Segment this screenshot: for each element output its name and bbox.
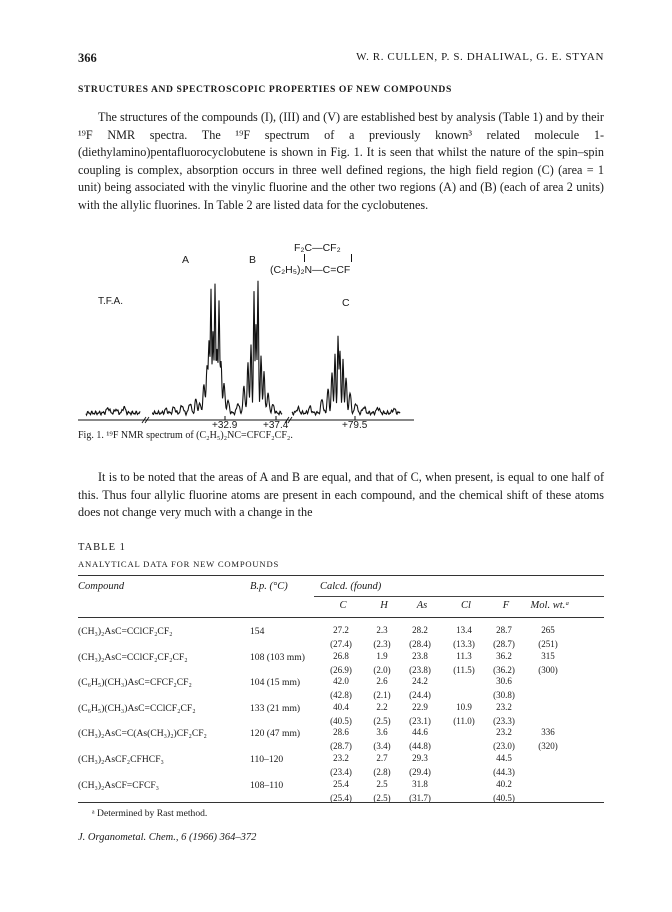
- table-cell-compound: (CH₃)₂AsC=CClCF₂CF₂: [78, 626, 173, 637]
- table-cell-value: 31.8 (31.7): [409, 778, 431, 803]
- table-header-bp: B.p. (°C): [250, 581, 288, 592]
- table-col-header: Mol. wt.ᵃ: [530, 600, 570, 611]
- table-cell-value: 315 (300): [538, 650, 558, 675]
- table-cell-value: 28.2 (28.4): [409, 625, 431, 649]
- table-cell-value: 2.6 (2.1): [373, 676, 391, 701]
- tick-label-32-9: +32.9: [212, 420, 238, 431]
- table-cell-value: 1.9 (2.0): [373, 650, 391, 675]
- table-header-rule: [78, 617, 604, 618]
- table-cell-value: 336 (320): [538, 727, 558, 752]
- table-cell-value: 40.4 (40.5): [330, 701, 352, 726]
- table-subheader-rule: [314, 596, 604, 597]
- table-cell-value: 28.6 (28.7): [330, 727, 352, 752]
- peak-label-C: C: [342, 297, 350, 309]
- table-cell-value: 44.5 (44.3): [493, 753, 515, 777]
- journal-citation: [78, 832, 256, 843]
- table-cell-value: 10.9 (11.0): [453, 701, 475, 726]
- structure-ring-top: F₂C—CF₂: [294, 242, 341, 254]
- table-cell-bp: 108–110: [250, 779, 284, 791]
- table-cell-value: 2.3 (2.3): [373, 625, 391, 649]
- table-col-header: As: [416, 600, 428, 611]
- body-paragraph-2: It is to be noted that the areas of A and B are equal, and that of C, when present, is equal to one half of this. Thus four allylic fluorine atoms are present in each compound, and the chemical shift of these atoms does not change very much with a change in the: [78, 470, 604, 520]
- peak-label-A: A: [182, 254, 190, 266]
- ring-bonds: [304, 254, 352, 262]
- table-cell-value: 11.3 (11.5): [453, 650, 475, 675]
- table-bottom-rule: [78, 802, 604, 803]
- table-cell-bp: 120 (47 mm): [250, 728, 301, 740]
- table-cell-value: 13.4 (13.3): [453, 625, 475, 649]
- table-cell-value: 23.2 (23.0): [493, 727, 515, 752]
- table-cell-compound: (CH₃)₂AsCF=CFCF₃: [78, 779, 160, 791]
- table-cell-compound: (CH₃)₂AsCF₂CFHCF₃: [78, 754, 164, 765]
- structure-ring-bottom: (C₂H₅)₂N—C=CF: [270, 264, 351, 276]
- table-cell-value: 265 (251): [538, 625, 558, 649]
- table-col-header: H: [380, 600, 388, 611]
- table-cell-value: 27.2 (27.4): [330, 625, 352, 649]
- table-cell-bp: 108 (103 mm): [250, 651, 305, 663]
- table-cell-value: 29.3 (29.4): [409, 753, 431, 777]
- table-cell-bp: 154: [250, 626, 265, 637]
- tick-label-37-4: +37.4: [263, 420, 289, 431]
- table-footnote: ᵃ Determined by Rast method.: [92, 808, 208, 819]
- table-col-header: F: [502, 600, 510, 611]
- table-cell-value: 23.2 (23.3): [493, 701, 515, 726]
- figure-1: [78, 242, 548, 431]
- table-cell-value: 2.2 (2.5): [373, 701, 391, 726]
- table-header-compound: Compound: [78, 581, 125, 592]
- table-cell-value: 44.6 (44.8): [409, 727, 431, 752]
- table-cell-value: 28.7 (28.7): [493, 625, 515, 649]
- body-paragraph-1: The structures of the compounds (I), (III) and (V) are established best by analysis (Table 1) and by their ¹⁹F NMR spectra. The ¹⁹F spectrum of a previously known³ related molecule 1-(diethylamino)pentafluorocyclobutene is shown in Fig. 1. It is seen that whilst the nature of the spin–spin coupling is complex, absorption occurs in three well defined regions, the high field region (C) (area = 1 unit) being associated with the vinylic fluorine and the other two regions (A) and (B) (each of area 2 units) with the allylic fluorines. In Table 2 are listed data for the cyclobutenes.: [78, 110, 604, 212]
- table-subtitle: ANALYTICAL DATA FOR NEW COMPOUNDS: [78, 559, 280, 569]
- table-cell-value: 2.7 (2.8): [373, 753, 391, 777]
- section-heading: STRUCTURES AND SPECTROSCOPIC PROPERTIES OF NEW COMPOUNDS: [78, 84, 452, 95]
- nmr-spectrum-plot: [78, 255, 548, 427]
- journal-citation-text: J. Organometal. Chem., 6 (1966) 364–372: [78, 832, 257, 843]
- table-cell-value: 30.6 (30.8): [493, 676, 515, 701]
- table-cell-value: 25.4 (25.4): [330, 778, 352, 803]
- table-cell-value: 42.0 (42.8): [330, 676, 352, 701]
- table-cell-value: 23.2 (23.4): [330, 753, 352, 777]
- table-cell-value: 2.5 (2.5): [373, 778, 391, 803]
- table-cell-value: 26.8 (26.9): [330, 650, 352, 675]
- table-cell-value: 22.9 (23.1): [409, 701, 431, 726]
- table-cell-value: 23.8 (23.8): [409, 650, 431, 675]
- spectrum-trace: [86, 281, 400, 415]
- running-head-authors: W. R. CULLEN, P. S. DHALIWAL, G. E. STYAN: [356, 51, 604, 63]
- table-cell-value: 3.6 (3.4): [373, 727, 391, 752]
- table-cell-compound: (C₆H₅)(CH₃)AsC=CClCF₂CF₂: [78, 702, 196, 714]
- table-top-rule: [78, 575, 604, 576]
- table-cell-bp: 133 (21 mm): [250, 702, 301, 714]
- table-cell-bp: 104 (15 mm): [250, 677, 301, 689]
- table-title: TABLE 1: [78, 542, 126, 553]
- table-cell-compound: (C₆H₅)(CH₃)AsC=CFCF₂CF₂: [78, 677, 192, 689]
- table-cell-compound: (CH₃)₂AsC=C(As(CH₃)₂)CF₂CF₂: [78, 728, 207, 740]
- table-cell-compound: (CH₃)₂AsC=CClCF₂CF₂CF₂: [78, 651, 188, 663]
- table-col-header: C: [339, 600, 347, 611]
- peak-label-tfa: T.F.A.: [98, 296, 124, 307]
- table-cell-value: 36.2 (36.2): [493, 650, 515, 675]
- peak-label-B: B: [249, 254, 257, 266]
- tick-label-79-5: +79.5: [342, 420, 368, 431]
- table-cell-bp: 110–120: [250, 754, 284, 765]
- page-number: 366: [78, 51, 97, 65]
- table-cell-value: 24.2 (24.4): [409, 676, 431, 701]
- table-cell-value: 40.2 (40.5): [493, 778, 515, 803]
- table-col-header: Cl: [461, 600, 471, 611]
- figure-caption: Fig. 1. ¹⁹F NMR spectrum of (C₂H₅)₂NC=CFCF₂CF₂.: [78, 430, 293, 441]
- table-header-calcd: Calcd. (found): [320, 581, 382, 592]
